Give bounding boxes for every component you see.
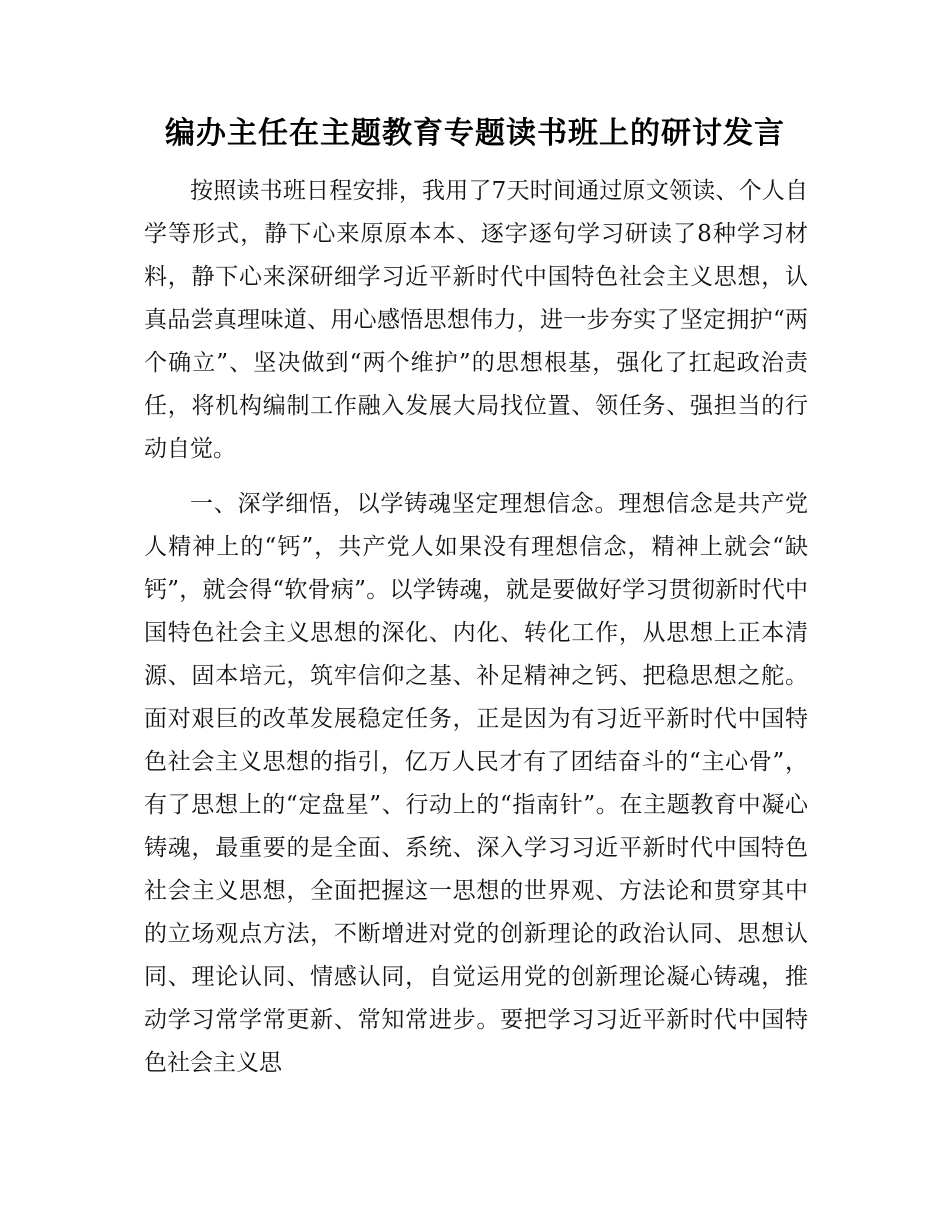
document-title: 编办主任在主题教育专题读书班上的研讨发言 (165, 116, 785, 151)
document-body (144, 170, 808, 1085)
paragraph-intro: 按照读书班日程安排，我用了7天时间通过原文领读、个人自学等形式，静下心来原原本本、逐字逐句学习研读了8种学习材料，静下心来深研细学习近平新时代中国特色社会主义思想，认真品尝真理味道、用心感悟思想伟力，进一步夯实了坚定拥护“两个确立”、坚决做到“两个维护”的思想根基，强化了扛起政治责任，将机构编制工作融入发展大局找位置、领任务、强担当的行动自觉。 (144, 178, 808, 462)
paragraph-section-one: 一、深学细悟，以学铸魂坚定理想信念。理想信念是共产党人精神上的“钙”，共产党人如果没有理想信念，精神上就会“缺钙”，就会得“软骨病”。以学铸魂，就是要做好学习贯彻新时代中国特色社会主义思想的深化、内化、转化工作，从思想上正本清源、固本培元，筑牢信仰之基、补足精神之钙、把稳思想之舵。面对艰巨的改革发展稳定任务，正是因为有习近平新时代中国特色社会主义思想的指引，亿万人民才有了团结奋斗的“主心骨”，有了思想上的“定盘星”、行动上的“指南针”。在主题教育中凝心铸魂，最重要的是全面、系统、深入学习习近平新时代中国特色社会主义思想，全面把握这一思想的世界观、方法论和贯穿其中的立场观点方法，不断增进对党的创新理论的政治认同、思想认同、理论认同、情感认同，自觉运用党的创新理论凝心铸魂，推动学习常学常更新、常知常进步。要把学习习近平新时代中国特色社会主义思 (144, 491, 808, 1076)
